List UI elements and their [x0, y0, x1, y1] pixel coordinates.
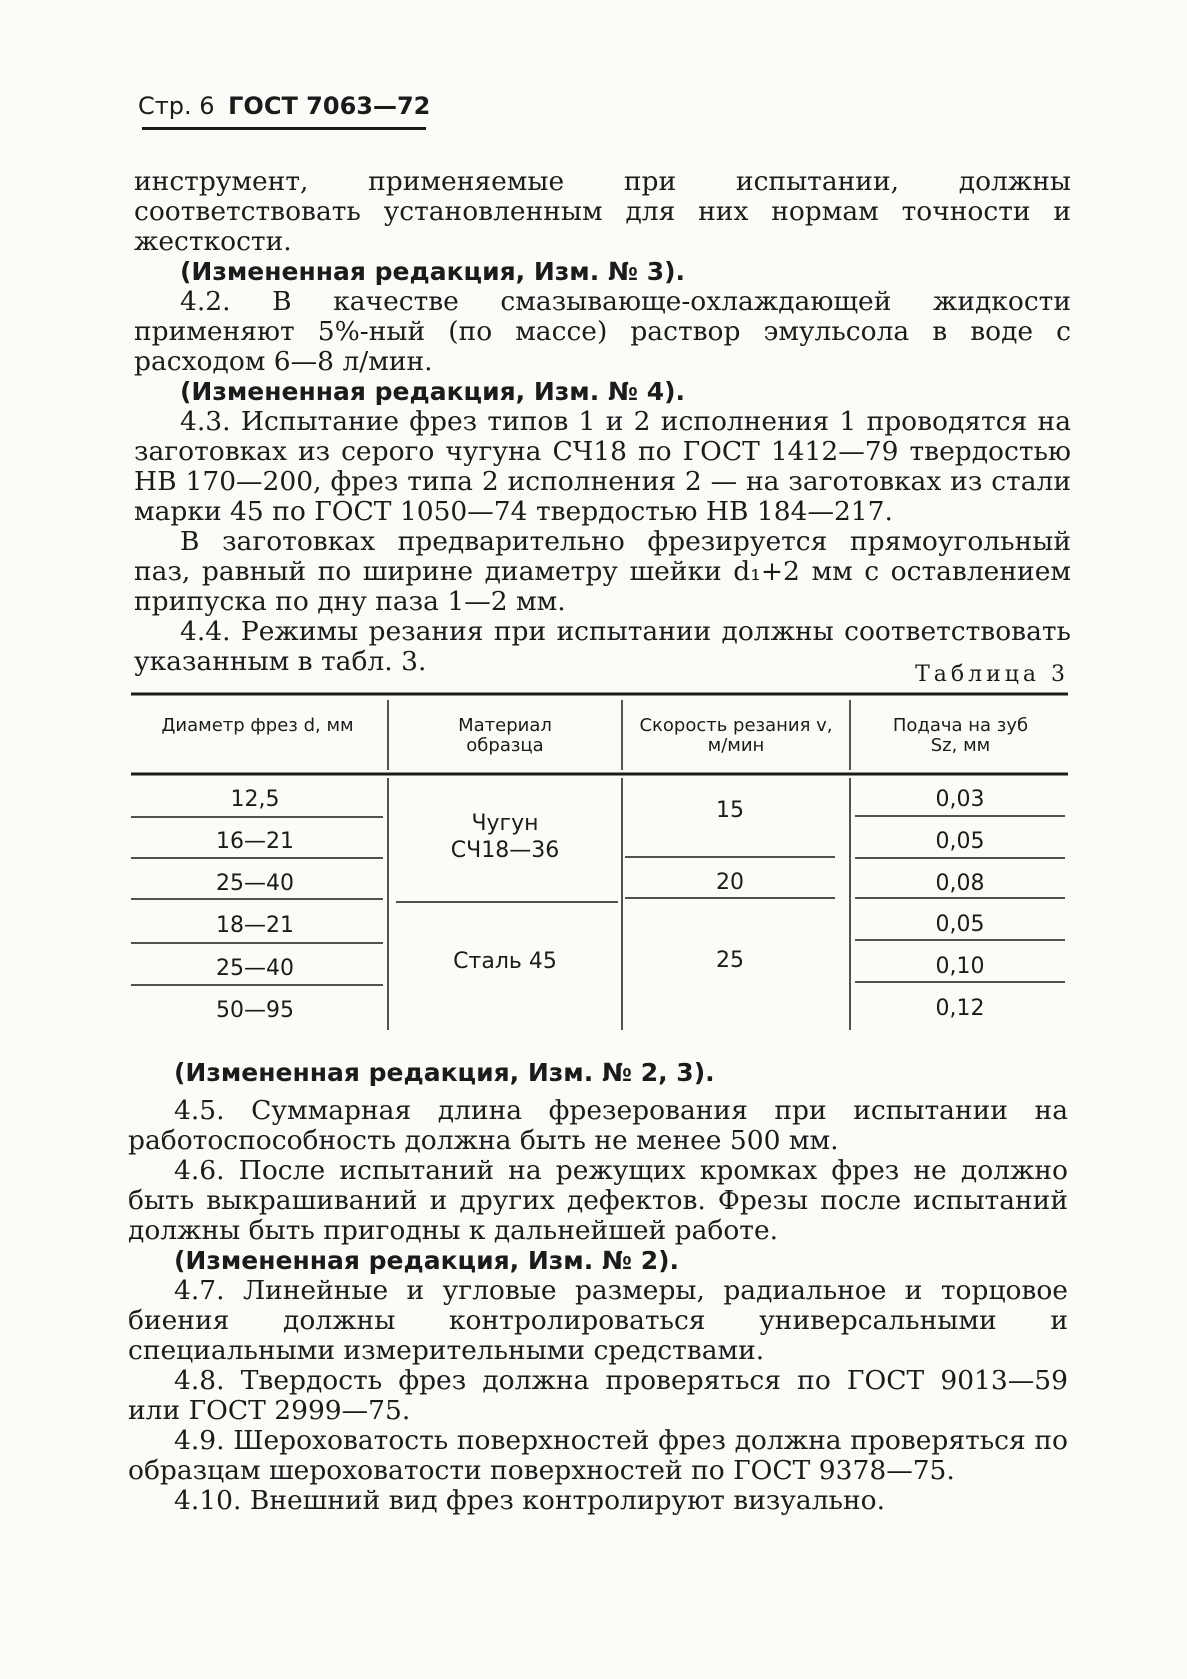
diameter-cell: 25—40: [216, 956, 294, 981]
standard-number: ГОСТ 7063—72: [228, 92, 431, 120]
page-number: Стр. 6: [138, 92, 215, 120]
clause-4-3-groove: В заготовках предварительно фрезируется прямоугольный паз, равный по ширине диаметру шейки d₁+2 мм с оставлением припуска по дну паза 1—2 мм.: [134, 526, 1071, 617]
clause-4-4: 4.4. Режимы резания при испытании должны соответствовать указанным в табл. 3.: [134, 616, 1071, 677]
speed-cell: 25: [716, 948, 744, 973]
feed-cell: 0,05: [935, 912, 985, 937]
speed-cell: 15: [716, 798, 744, 823]
material-cell: Сталь 45: [453, 949, 557, 974]
clause-4-6: 4.6. После испытаний на режущих кромках фрез не должно быть выкрашиваний и других дефектов. Фрезы после испытаний должны быть пригодны к дальнейшей работе.: [128, 1155, 1068, 1246]
header-diameter: Диаметр фрез d, мм: [161, 715, 354, 736]
diameter-cell: 25—40: [216, 871, 294, 896]
body-text-bottom: [128, 1058, 1068, 1516]
feed-cell: 0,05: [935, 829, 985, 854]
amendment-note: (Измененная редакция, Изм. № 4).: [180, 377, 686, 406]
clause-4-8: 4.8. Твердость фрез должна проверяться по ГОСТ 9013—59 или ГОСТ 2999—75.: [128, 1365, 1068, 1426]
diameter-cell: 16—21: [216, 829, 294, 854]
amendment-note: (Измененная редакция, Изм. № 2).: [174, 1246, 680, 1275]
header-material: Материал образца: [458, 715, 552, 756]
clause-4-2: 4.2. В качестве смазывающе-охлаждающей жидкости применяют 5%-ный (по массе) раствор эмульсола в воде с расходом 6—8 л/мин.: [134, 286, 1071, 377]
feed-cell: 0,08: [935, 871, 985, 896]
feed-cell: 0,03: [935, 787, 985, 812]
amendment-note: (Измененная редакция, Изм. № 3).: [180, 257, 686, 286]
diameter-cell: 50—95: [216, 998, 294, 1023]
clause-4-7: 4.7. Линейные и угловые размеры, радиальное и торцовое биения должны контролироваться универсальными и специальными измерительными средствами.: [128, 1275, 1068, 1366]
diameter-cell: 18—21: [216, 913, 294, 938]
table-caption: Таблица 3: [915, 662, 1069, 687]
clause-4-9: 4.9. Шероховатость поверхностей фрез должна проверяться по образцам шероховатости поверхностей по ГОСТ 9378—75.: [128, 1425, 1068, 1486]
speed-cell: 20: [716, 870, 744, 895]
header-speed: Скорость резания v, м/мин: [639, 715, 833, 756]
clause-4-10: 4.10. Внешний вид фрез контролируют визуально.: [174, 1485, 885, 1516]
feed-cell: 0,10: [935, 954, 985, 979]
clause-4-3: 4.3. Испытание фрез типов 1 и 2 исполнения 1 проводятся на заготовках из серого чугуна СЧ18 по ГОСТ 1412—79 твердостью НВ 170—200, фрез типа 2 исполнения 2 — на заготовках из стали марки 45 по ГОСТ 1050—74 твердостью НВ 184—217.: [134, 406, 1071, 527]
feed-cell: 0,12: [935, 996, 985, 1021]
material-cell: Чугун СЧ18—36: [450, 811, 560, 863]
header-feed: Подача на зуб Sz, мм: [892, 715, 1029, 756]
diameter-cell: 12,5: [230, 787, 280, 812]
clause-4-5: 4.5. Суммарная длина фрезерования при испытании на работоспособность должна быть не менее 500 мм.: [128, 1095, 1068, 1156]
amendment-note: (Измененная редакция, Изм. № 2, 3).: [174, 1058, 715, 1087]
paragraph-continuation: инструмент, применяемые при испытании, должны соответствовать установленным для них нормам точности и жесткости.: [134, 166, 1071, 257]
